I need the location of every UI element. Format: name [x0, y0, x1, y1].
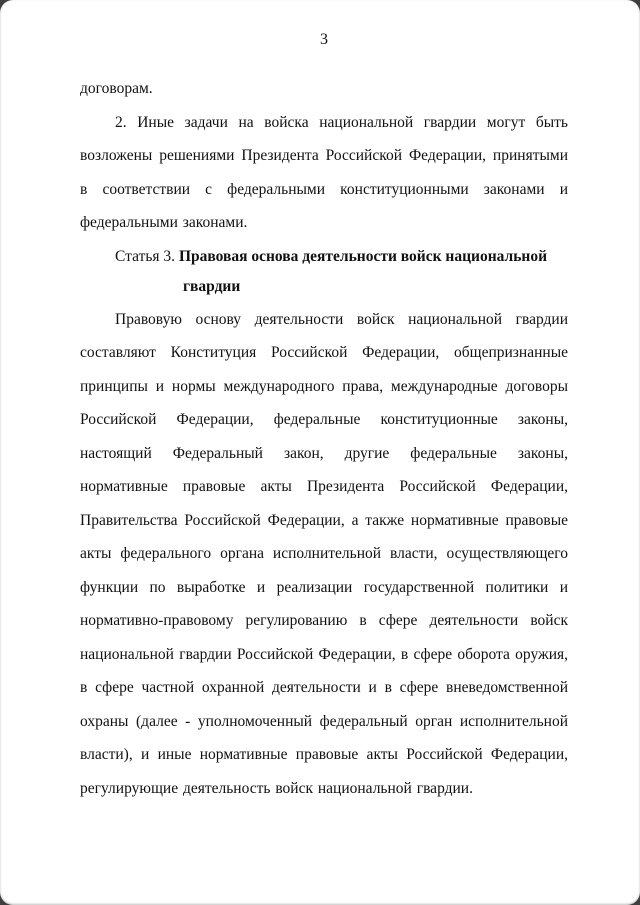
page-number: 3 [320, 31, 328, 48]
paragraph-2: 2. Иные задачи на войска национальной гвардии могут быть возложены решениями Президента Российской Федерации, принятыми в соответствии с федеральными конституционными законами и федеральными законами. [80, 113, 568, 231]
article-heading-prefix: Статья 3. [115, 247, 176, 265]
paragraph-3: Правовую основу деятельности войск национальной гвардии составляют Конституция Российской Федерации, общепризнанные принципы и нормы международного права, международные договоры Российской Федерации, федеральные конституционные законы, настоящий Федеральный закон, другие федеральные законы, нормативные правовые акты Президента Российской Федерации, Правительства Российской Федерации, а также нормативные правовые акты федерального органа исполнительной власти, осуществляющего функции по выработке и реализации государственной политики и нормативно-правовому регулированию в сфере деятельности войск национальной гвардии Российской Федерации, в сфере оборота оружия, в сфере частной охранной деятельности и в сфере вневедомственной охраны (далее - уполномоченный федеральный орган исполнительной власти), и иные нормативные правовые акты Российской Федерации, регулирующие деятельность войск национальной гвардии. [80, 310, 568, 797]
article-3-heading [80, 242, 568, 302]
article-heading-title: Правовая основа деятельности войск национальной гвардии [178, 247, 548, 295]
paragraph-continuation: договорам. [80, 80, 153, 97]
